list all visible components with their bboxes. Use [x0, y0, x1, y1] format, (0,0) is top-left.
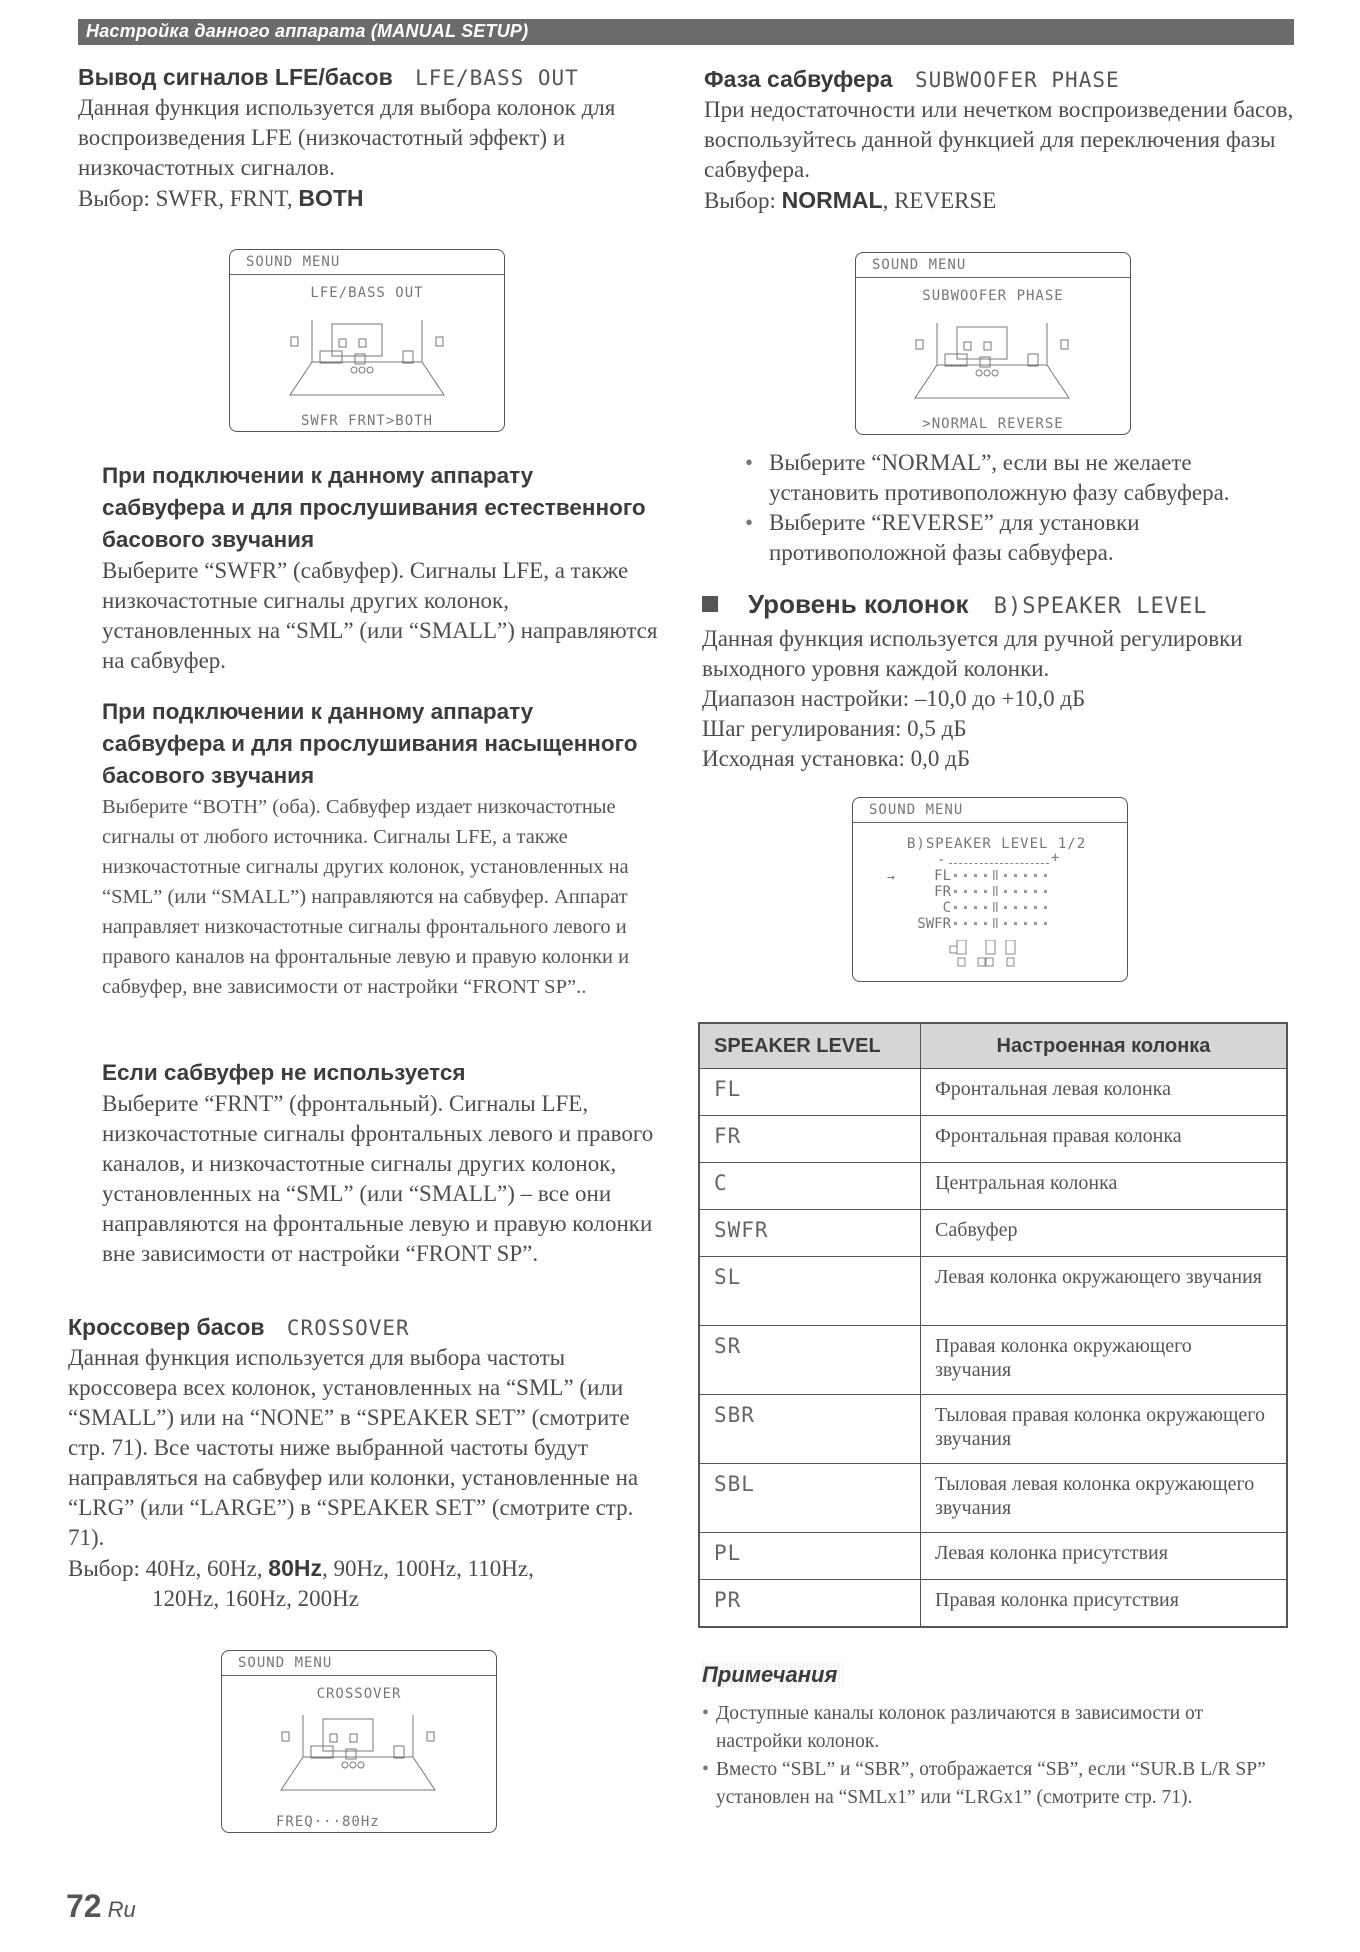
table-row: [699, 1210, 1287, 1257]
table-row: [699, 1464, 1287, 1533]
section-header-title: Настройка данного аппарата (MANUAL SETUP): [86, 21, 529, 41]
table-row: [699, 1326, 1287, 1395]
notes-title: Примечания: [702, 1662, 843, 1688]
speaker-code: PL: [699, 1533, 921, 1580]
display-menu-title: SOUND MENU: [230, 250, 504, 275]
display-screen-title: LFE/BASS OUT: [310, 285, 424, 301]
speaker-icons: [948, 940, 1028, 976]
speaker-desc: Фронтальная правая колонка: [921, 1116, 1288, 1163]
display-bottom-line: >NORMAL REVERSE: [922, 416, 1064, 432]
room-speaker-diagram-icon: [278, 1715, 438, 1795]
speaker-code: SBL: [699, 1464, 921, 1533]
speaker-code: C: [699, 1163, 921, 1210]
speaker-desc: Тыловая правая колонка окружающего звучания: [921, 1395, 1288, 1464]
lfe-bass-out-title: Вывод сигналов LFE/басов: [78, 64, 393, 90]
note-item: • Доступные каналы колонок различаются в зависимости от настройки колонок.: [702, 1700, 1292, 1756]
subsection-text: Выберите “FRNT” (фронтальный). Сигналы LFE, низкочастотные сигналы фронтальных левого и правого каналов, и низкочастотные сигналы других колонок, установленных на “SML” (или “SMALL”) – все они направляются на фронтальные левую и правую колонки вне зависимости от настройки “FRONT SP”.: [102, 1091, 654, 1266]
speaker-level-range: Диапазон настройки: –10,0 до +10,0 дБ: [702, 686, 1086, 711]
square-bullet-icon: [702, 596, 718, 612]
speaker-desc: Тыловая левая колонка окружающего звучания: [921, 1464, 1288, 1533]
channel-label: FL: [934, 868, 951, 884]
subwoofer-phase-description: При недостаточности или нечетком воспроизведении басов, воспользуйтесь данной функцией для переключения фазы сабвуфера.: [704, 97, 1294, 182]
display-bottom-line: SWFR FRNT>BOTH: [300, 413, 433, 429]
page-footer: [66, 1888, 136, 1925]
crossover-choices: [68, 1553, 668, 1584]
display-menu-title: SOUND MENU: [853, 798, 1127, 823]
lfe-bass-out-choices: [78, 183, 678, 214]
cursor-arrow-icon: →: [887, 870, 895, 885]
speaker-code: PR: [699, 1580, 921, 1628]
table-header-code: SPEAKER LEVEL: [699, 1023, 921, 1069]
subsection-rich-bass: [102, 696, 658, 1002]
speaker-code: SR: [699, 1326, 921, 1395]
speaker-level-display: [852, 797, 1128, 982]
crossover-choices-line2: 120Hz, 160Hz, 200Hz: [152, 1586, 359, 1611]
table-header-speaker: Настроенная колонка: [921, 1023, 1288, 1069]
speaker-level-title: Уровень колонок: [748, 589, 969, 619]
crossover-display: [221, 1650, 497, 1833]
subwoofer-phase-display: [855, 252, 1131, 435]
table-row: [699, 1533, 1287, 1580]
speaker-code: FL: [699, 1069, 921, 1116]
crossover-heading: [68, 1312, 668, 1343]
display-screen-title: CROSSOVER: [316, 1686, 402, 1702]
speaker-code: FR: [699, 1116, 921, 1163]
display-screen-title: SUBWOOFER PHASE: [922, 288, 1064, 304]
speaker-level-section: [702, 587, 1302, 774]
table-row: [699, 1257, 1287, 1326]
display-bottom-line: FREQ···80Hz: [276, 1814, 380, 1830]
choice-suffix: , REVERSE: [882, 188, 997, 213]
subwoofer-phase-bullets: [745, 448, 1305, 568]
speaker-desc: Фронтальная левая колонка: [921, 1069, 1288, 1116]
speaker-level-heading: [702, 587, 1302, 624]
crossover-section: [68, 1312, 668, 1614]
choice-prefix: Выбор: 40Hz, 60Hz,: [68, 1556, 269, 1581]
lfe-bass-out-display: [229, 249, 505, 432]
page-number: 72: [66, 1888, 102, 1924]
speaker-desc: Сабвуфер: [921, 1210, 1288, 1257]
subwoofer-phase-section: [704, 64, 1304, 216]
table-row: [699, 1069, 1287, 1116]
speaker-desc: Центральная колонка: [921, 1163, 1288, 1210]
note-item: • Вместо “SBL” и “SBR”, отображается “SB”, если “SUR.B L/R SP” установлен на “SMLx1” или “LRGx1” (смотрите стр. 71).: [702, 1756, 1292, 1812]
choice-default: 80Hz: [268, 1555, 322, 1581]
crossover-title: Кроссовер басов: [68, 1314, 265, 1340]
channel-label: FR: [934, 884, 951, 900]
crossover-lcd-label: CROSSOVER: [286, 1316, 410, 1340]
choice-suffix: , 90Hz, 100Hz, 110Hz,: [321, 1556, 534, 1581]
speaker-level-description: Данная функция используется для ручной регулировки выходного уровня каждой колонки.: [702, 626, 1243, 681]
channel-labels: [901, 868, 951, 932]
subwoofer-phase-lcd-label: SUBWOOFER PHASE: [914, 68, 1120, 92]
bullet-item: • Выберите “NORMAL”, если вы не желаете установить противоположную фазу сабвуфера.: [745, 448, 1305, 508]
crossover-description: Данная функция используется для выбора частоты кроссовера всех колонок, установленных на “SML” (или “SMALL”) или на “NONE” в “SPEAKER SET” (смотрите стр. 71). Все частоты ниже выбранной частоты будут направляться на сабвуфер или колонки, установленные на “LRG” (или “LARGE”) в “SPEAKER SET” (смотрите стр. 71).: [68, 1345, 639, 1550]
display-screen-title: B)SPEAKER LEVEL 1/2: [907, 836, 1087, 852]
subsection-title: При подключении к данному аппарату сабвуфера и для прослушивания естественного басового звучания: [102, 463, 646, 552]
channel-label: C: [942, 900, 951, 916]
lfe-bass-out-section: [78, 62, 678, 214]
lfe-bass-out-heading: [78, 62, 678, 93]
speaker-level-lcd-label: B)SPEAKER LEVEL: [993, 594, 1208, 619]
subsection-title: При подключении к данному аппарату сабвуфера и для прослушивания насыщенного басового звучания: [102, 699, 638, 788]
speaker-desc: Правая колонка присутствия: [921, 1580, 1288, 1628]
display-menu-title: SOUND MENU: [222, 1651, 496, 1676]
lfe-bass-out-lcd-label: LFE/BASS OUT: [415, 66, 579, 90]
scale-line: [949, 854, 1049, 864]
speaker-code: SBR: [699, 1395, 921, 1464]
choice-default: NORMAL: [781, 187, 883, 213]
choice-prefix: Выбор: SWFR, FRNT,: [78, 186, 299, 211]
room-speaker-diagram-icon: [912, 323, 1072, 403]
speaker-desc: Правая колонка окружающего звучания: [921, 1326, 1288, 1395]
choice-default: BOTH: [298, 185, 364, 211]
table-row: [699, 1163, 1287, 1210]
section-header-bar: [78, 19, 1294, 45]
subwoofer-phase-heading: [704, 64, 1304, 95]
notes-section: [702, 1662, 1292, 1812]
speaker-desc: Левая колонка присутствия: [921, 1533, 1288, 1580]
room-speaker-diagram-icon: [287, 320, 447, 400]
channel-label: SWFR: [917, 916, 951, 932]
subsection-text: Выберите “BOTH” (оба). Сабвуфер издает низкочастотные сигналы от любого источника. Сигналы LFE, а также низкочастотные сигналы других колонок, установленных на “SML” (или “SMALL”) направляются на сабвуфер. Аппарат направляет низкочастотные сигналы фронтального левого и правого каналов на фронтальные левую и правую колонки и сабвуфер, вне зависимости от настройки “FRONT SP”..: [102, 796, 630, 998]
subwoofer-phase-title: Фаза сабвуфера: [704, 66, 893, 92]
level-meter-bars-icon: [951, 868, 1051, 932]
subsection-no-subwoofer: [102, 1057, 662, 1269]
subsection-text: Выберите “SWFR” (сабвуфер). Сигналы LFE, а также низкочастотные сигналы других колонок, установленных на “SML” (или “SMALL”) направляются на сабвуфер.: [102, 558, 658, 673]
lfe-bass-out-description: Данная функция используется для выбора колонок для воспроизведения LFE (низкочастотный эффект) и низкочастотных сигналов.: [78, 95, 616, 180]
speaker-code: SWFR: [699, 1210, 921, 1257]
subsection-natural-bass: [102, 460, 662, 676]
table-row: [699, 1116, 1287, 1163]
table-row: [699, 1580, 1287, 1628]
page-language: Ru: [107, 1897, 136, 1922]
speaker-level-step: Шаг регулирования: 0,5 дБ: [702, 716, 967, 741]
table-row: [699, 1395, 1287, 1464]
subwoofer-phase-choices: [704, 185, 1304, 216]
speaker-desc: Левая колонка окружающего звучания: [921, 1257, 1288, 1326]
speaker-level-default: Исходная установка: 0,0 дБ: [702, 746, 971, 771]
subsection-title: Если сабвуфер не используется: [102, 1060, 466, 1085]
choice-prefix: Выбор:: [704, 188, 782, 213]
speaker-level-table: [698, 1022, 1288, 1628]
bullet-item: • Выберите “REVERSE” для установки противоположной фазы сабвуфера.: [745, 508, 1305, 568]
speaker-code: SL: [699, 1257, 921, 1326]
table-header-row: [699, 1023, 1287, 1069]
display-menu-title: SOUND MENU: [856, 253, 1130, 278]
scale-plus-label: +: [1051, 850, 1060, 866]
scale-minus-label: -: [937, 852, 946, 868]
